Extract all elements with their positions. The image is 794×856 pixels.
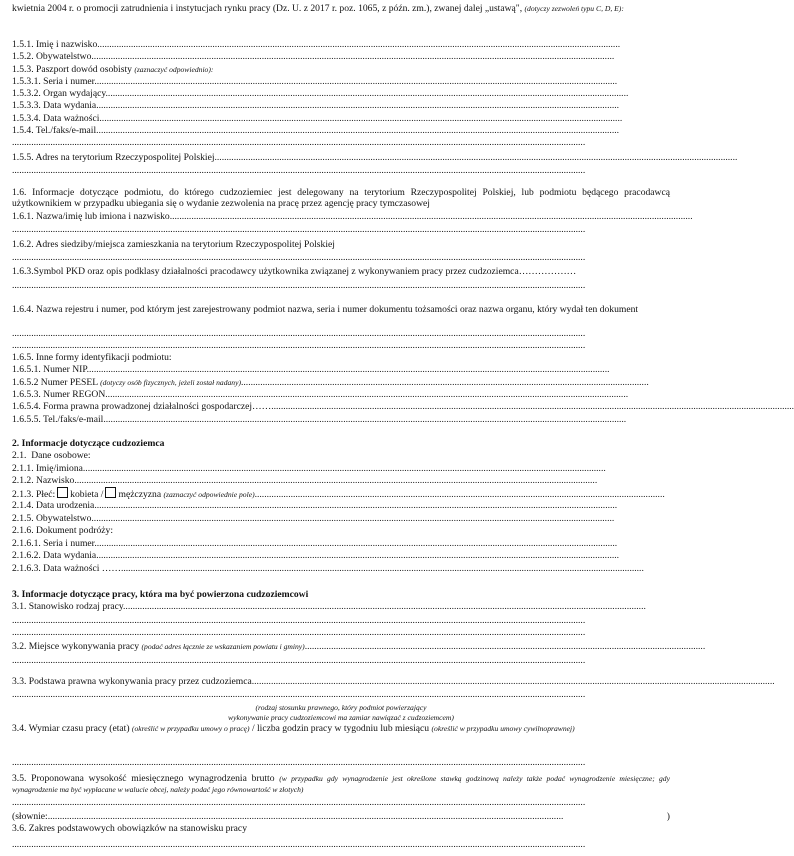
field-2-1-6-2[interactable]: 2.1.6.2. Data wydania.......................................................................................................................................................................................................................... (12, 550, 620, 561)
field-1-5-3-4[interactable]: 1.5.3.4. Data ważności.......................................................................................................................................................................................................................... (12, 113, 623, 124)
field-2-1-6-1[interactable]: 2.1.6.1. Seria i numer.......................................................................................................................................................................................................................... (12, 538, 618, 549)
field-3-3[interactable]: 3.3. Podstawa prawna wykonywania pracy przez cudzoziemca.......................................................................................................................................................................................................................... (12, 676, 775, 687)
label-1-6-5-4: 1.6.5.4. Forma prawna prowadzonej działalności gospodarczej…… (12, 401, 272, 412)
fill-line[interactable]: ............................................................................................................................................................................................................................................... (12, 137, 586, 148)
intro-text: kwietnia 2004 r. o promocji zatrudnienia i instytucjach rynku pracy (Dz. U. z 2017 r. poz. 1065, z późn. zm.), zwanej dalej „ustawą", (12, 3, 523, 14)
field-3-6[interactable] (12, 823, 670, 834)
field-1-6-4: 1.6.4. Nazwa rejestru i numer, pod którym jest zarejestrowany podmiot nazwa, seria i numer dokumentu tożsamości oraz nazwa organu, który wydał ten dokument (12, 304, 639, 315)
field-3-2[interactable]: 3.2. Miejsce wykonywania pracy (podać adres łącznie ze wskazaniem powiatu i gminy)....................................................................................................................................................................... (12, 641, 706, 652)
field-1-5-3 (12, 64, 670, 75)
field-1-5-3-1[interactable]: 1.5.3.1. Seria i numer.......................................................................................................................................................................................................................... (12, 76, 618, 87)
intro-paragraph (12, 3, 670, 14)
field-1-6-5-3[interactable]: 1.6.5.3. Numer REGON.......................................................................................................................................................................................................................... (12, 389, 629, 400)
field-1-5-4[interactable]: 1.5.4. Tel./faks/e-mail.......................................................................................................................................................................................................................... (12, 125, 620, 136)
label-2-1-4: 2.1.4. Data urodzenia (12, 500, 95, 511)
field-1-6-5 (12, 352, 670, 363)
label-1-6-5-5: 1.6.5.5. Tel./faks/e-mail (12, 414, 104, 425)
field-2-1-3[interactable]: 2.1.3. Płeć: kobieta / mężczyzna (zaznaczyć odpowiednie pole)........................................................................................................................................................................... (12, 489, 665, 500)
section-3-title: 3. Informacje dotyczące pracy, która ma być powierzona cudzoziemcowi (12, 589, 309, 600)
field-1-6-1[interactable]: 1.6.1. Nazwa/imię lub imiona i nazwisko.......................................................................................................................................................................................................................... (12, 211, 693, 222)
label-1-5-5: 1.5.5. Adres na terytorium Rzeczypospolitej Polskiej (12, 152, 215, 163)
note-3-4-b: (określić w przypadku umowy cywilnoprawnej) (431, 724, 575, 733)
label-male: mężczyzna (118, 489, 162, 500)
fill-line[interactable]: ............................................................................................................................................................................................................................................... (12, 839, 586, 850)
label-1-5-2: 1.5.2. Obywatelstwo (12, 51, 92, 62)
label-3-1: 3.1. Stanowisko rodzaj pracy (12, 601, 124, 612)
note-2-1-3: (zaznaczyć odpowiednie pole) (163, 490, 255, 499)
label-1-6-5: 1.6.5. Inne formy identyfikacji podmiotu: (12, 352, 172, 363)
field-1-5-3-2[interactable]: 1.5.3.2. Organ wydający.......................................................................................................................................................................................................................... (12, 88, 629, 99)
field-2-1 (12, 450, 670, 461)
fill-line[interactable]: ............................................................................................................................................................................................................................................... (12, 615, 586, 626)
field-3-1[interactable]: 3.1. Stanowisko rodzaj pracy.......................................................................................................................................................................................................................... (12, 601, 646, 612)
field-1-6-3[interactable] (12, 266, 670, 277)
label-1-5-1: 1.5.1. Imię i nazwisko (12, 39, 98, 50)
note-3-2: (podać adres łącznie ze wskazaniem powiatu i gminy) (141, 642, 305, 651)
intro-note: (dotyczy zezwoleń typu C, D, E): (524, 4, 624, 13)
label-2-1-6-1: 2.1.6.1. Seria i numer (12, 538, 95, 549)
fill-line[interactable]: ............................................................................................................................................................................................................................................... (12, 340, 586, 351)
field-2-1-2[interactable]: 2.1.2. Nazwisko.......................................................................................................................................................................................................................... (12, 475, 598, 486)
checkbox-male[interactable] (105, 487, 116, 498)
label-1-5-3-4: 1.5.3.4. Data ważności (12, 113, 100, 124)
fill-line[interactable]: ............................................................................................................................................................................................................................................... (12, 797, 586, 808)
fill-line[interactable]: ............................................................................................................................................................................................................................................... (12, 627, 586, 638)
note-1-6-5-2: (dotyczy osób fizycznych, jeżeli został nadany) (100, 378, 241, 387)
label-1-5-3-1: 1.5.3.1. Seria i numer (12, 76, 95, 87)
label-2-1-5: 2.1.5. Obywatelstwo (12, 513, 92, 524)
field-1-6-5-2[interactable]: 1.6.5.2 Numer PESEL (dotyczy osób fizycznych, jeżeli został nadany).......................................................................................................................................................................... (12, 377, 649, 388)
fill-line[interactable]: ............................................................................................................................................................................................................................................... (12, 328, 586, 339)
label-1-6-1: 1.6.1. Nazwa/imię lub imiona i nazwisko (12, 211, 170, 222)
label-2-1: 2.1. Dane osobowe: (12, 450, 91, 461)
heading-1-6: 1.6. Informacje dotyczące podmiotu, do którego cudzoziemiec jest delegowany na terytorium Rzeczypospolitej Polskiej, lub podmiotu będącego pracodawcą użytkownikiem w przypadku ubiegania się o wydanie zezwolenia na pracę przez agencję pracy tymczasowej (12, 187, 670, 209)
fill-line[interactable]: ............................................................................................................................................................................................................................................... (12, 689, 586, 700)
section-2-title: 2. Informacje dotyczące cudzoziemca (12, 438, 165, 449)
label-1-6-5-3: 1.6.5.3. Numer REGON (12, 389, 106, 400)
field-3-4 (12, 723, 670, 734)
label-2-1-6-2: 2.1.6.2. Data wydania (12, 550, 97, 561)
field-1-5-2[interactable]: 1.5.2. Obywatelstwo.......................................................................................................................................................................................................................... (12, 51, 615, 62)
label-3-4-a: 3.4. Wymiar czasu pracy (etat) (12, 723, 130, 734)
label-1-5-4: 1.5.4. Tel./faks/e-mail (12, 125, 97, 136)
label-1-6-5-1: 1.6.5.1. Numer NIP (12, 364, 87, 375)
label-2-1-1: 2.1.1. Imię/imiona (12, 463, 83, 474)
field-2-1-6-3[interactable]: 2.1.6.3. Data ważności …….......................................................................................................................................................................................................................... (12, 563, 644, 574)
label-1-6-2: 1.6.2. Adres siedziby/miejsca zamieszkania na terytorium Rzeczypospolitej Polskiej (12, 239, 335, 250)
label-2-1-6: 2.1.6. Dokument podróży: (12, 525, 113, 536)
field-1-6-5-5[interactable]: 1.6.5.5. Tel./faks/e-mail.......................................................................................................................................................................................................................... (12, 414, 627, 425)
field-slownie[interactable]: (słownie:....................................................................................................................................................................................................................... ) (12, 811, 670, 822)
label-2-1-2: 2.1.2. Nazwisko (12, 475, 75, 486)
label-2-1-6-3: 2.1.6.3. Data ważności …… (12, 563, 121, 574)
label-1-6-5-2: 1.6.5.2 Numer PESEL (12, 377, 98, 388)
label-1-5-3-3: 1.5.3.3. Data wydania (12, 100, 97, 111)
field-1-6-5-1[interactable]: 1.6.5.1. Numer NIP.......................................................................................................................................................................................................................... (12, 364, 610, 375)
fill-line[interactable]: ............................................................................................................................................................................................................................................... (12, 252, 586, 263)
label-3-5: 3.5. Proponowana wysokość miesięcznego wynagrodzenia brutto (12, 773, 275, 784)
field-2-1-5[interactable]: 2.1.5. Obywatelstwo.......................................................................................................................................................................................................................... (12, 513, 615, 524)
note-3-4-a: (określić w przypadku umowy o pracę) (131, 724, 250, 733)
fill-line[interactable]: ............................................................................................................................................................................................................................................... (12, 757, 586, 768)
fill-line[interactable]: ............................................................................................................................................................................................................................................... (12, 165, 586, 176)
field-1-5-3-3[interactable]: 1.5.3.3. Data wydania.......................................................................................................................................................................................................................... (12, 100, 620, 111)
field-3-5 (12, 773, 670, 795)
label-3-6: 3.6. Zakres podstawowych obowiązków na stanowisku pracy (12, 823, 247, 834)
label-female: kobieta / (70, 489, 104, 500)
label-1-5-3-2: 1.5.3.2. Organ wydający (12, 88, 106, 99)
field-2-1-4[interactable]: 2.1.4. Data urodzenia.......................................................................................................................................................................................................................... (12, 500, 618, 511)
field-1-6-5-4[interactable]: 1.6.5.4. Forma prawna prowadzonej działalności gospodarczej…….......................................................................................................................................................................................................................... (12, 401, 794, 412)
label-1-5-3: 1.5.3. Paszport dowód osobisty (12, 64, 132, 75)
fill-line[interactable]: ............................................................................................................................................................................................................................................... (12, 655, 586, 666)
field-1-6-2[interactable] (12, 239, 670, 250)
field-1-5-5[interactable]: 1.5.5. Adres na terytorium Rzeczypospolitej Polskiej.......................................................................................................................................................................................................................... (12, 152, 738, 163)
note-1-5-3: (zaznaczyć odpowiednio): (134, 65, 214, 74)
field-2-1-6 (12, 525, 670, 536)
checkbox-female[interactable] (57, 487, 68, 498)
slownie-close: ) (666, 811, 670, 822)
label-2-1-3: 2.1.3. Płeć: (12, 489, 56, 500)
label-slownie: (słownie: (12, 811, 48, 822)
label-3-4-b: / liczba godzin pracy w tygodniu lub miesiącu (251, 723, 430, 734)
fill-line[interactable]: ............................................................................................................................................................................................................................................... (12, 280, 586, 291)
field-2-1-1[interactable]: 2.1.1. Imię/imiona.......................................................................................................................................................................................................................... (12, 463, 606, 474)
label-1-6-3: 1.6.3.Symbol PKD oraz opis podklasy działalności pracodawcy użytkownika związanej z wykonywaniem pracy przez cudzoziemca……………… (12, 266, 577, 277)
note-3-3-line1: (rodzaj stosunku prawnego, który podmiot powierzający (255, 703, 427, 712)
field-1-5-1[interactable]: 1.5.1. Imię i nazwisko.......................................................................................................................................................................................................................... (12, 39, 621, 50)
note-3-5: (w przypadku gdy wynagrodzenie jest określone stawką godzinową należy także podać wynagrodzenie miesięczne; gdy wynagrodzenie ma być wypłacane w walucie obcej, należy podać jego równowartość w złotych) (12, 774, 670, 794)
note-3-3-line2: wykonywanie pracy cudzoziemcowi ma zamiar nawiązać z cudzoziemcem) (228, 713, 454, 722)
label-3-2: 3.2. Miejsce wykonywania pracy (12, 641, 140, 652)
label-3-3: 3.3. Podstawa prawna wykonywania pracy przez cudzoziemca (12, 676, 252, 687)
fill-line[interactable]: ............................................................................................................................................................................................................................................... (12, 224, 586, 235)
